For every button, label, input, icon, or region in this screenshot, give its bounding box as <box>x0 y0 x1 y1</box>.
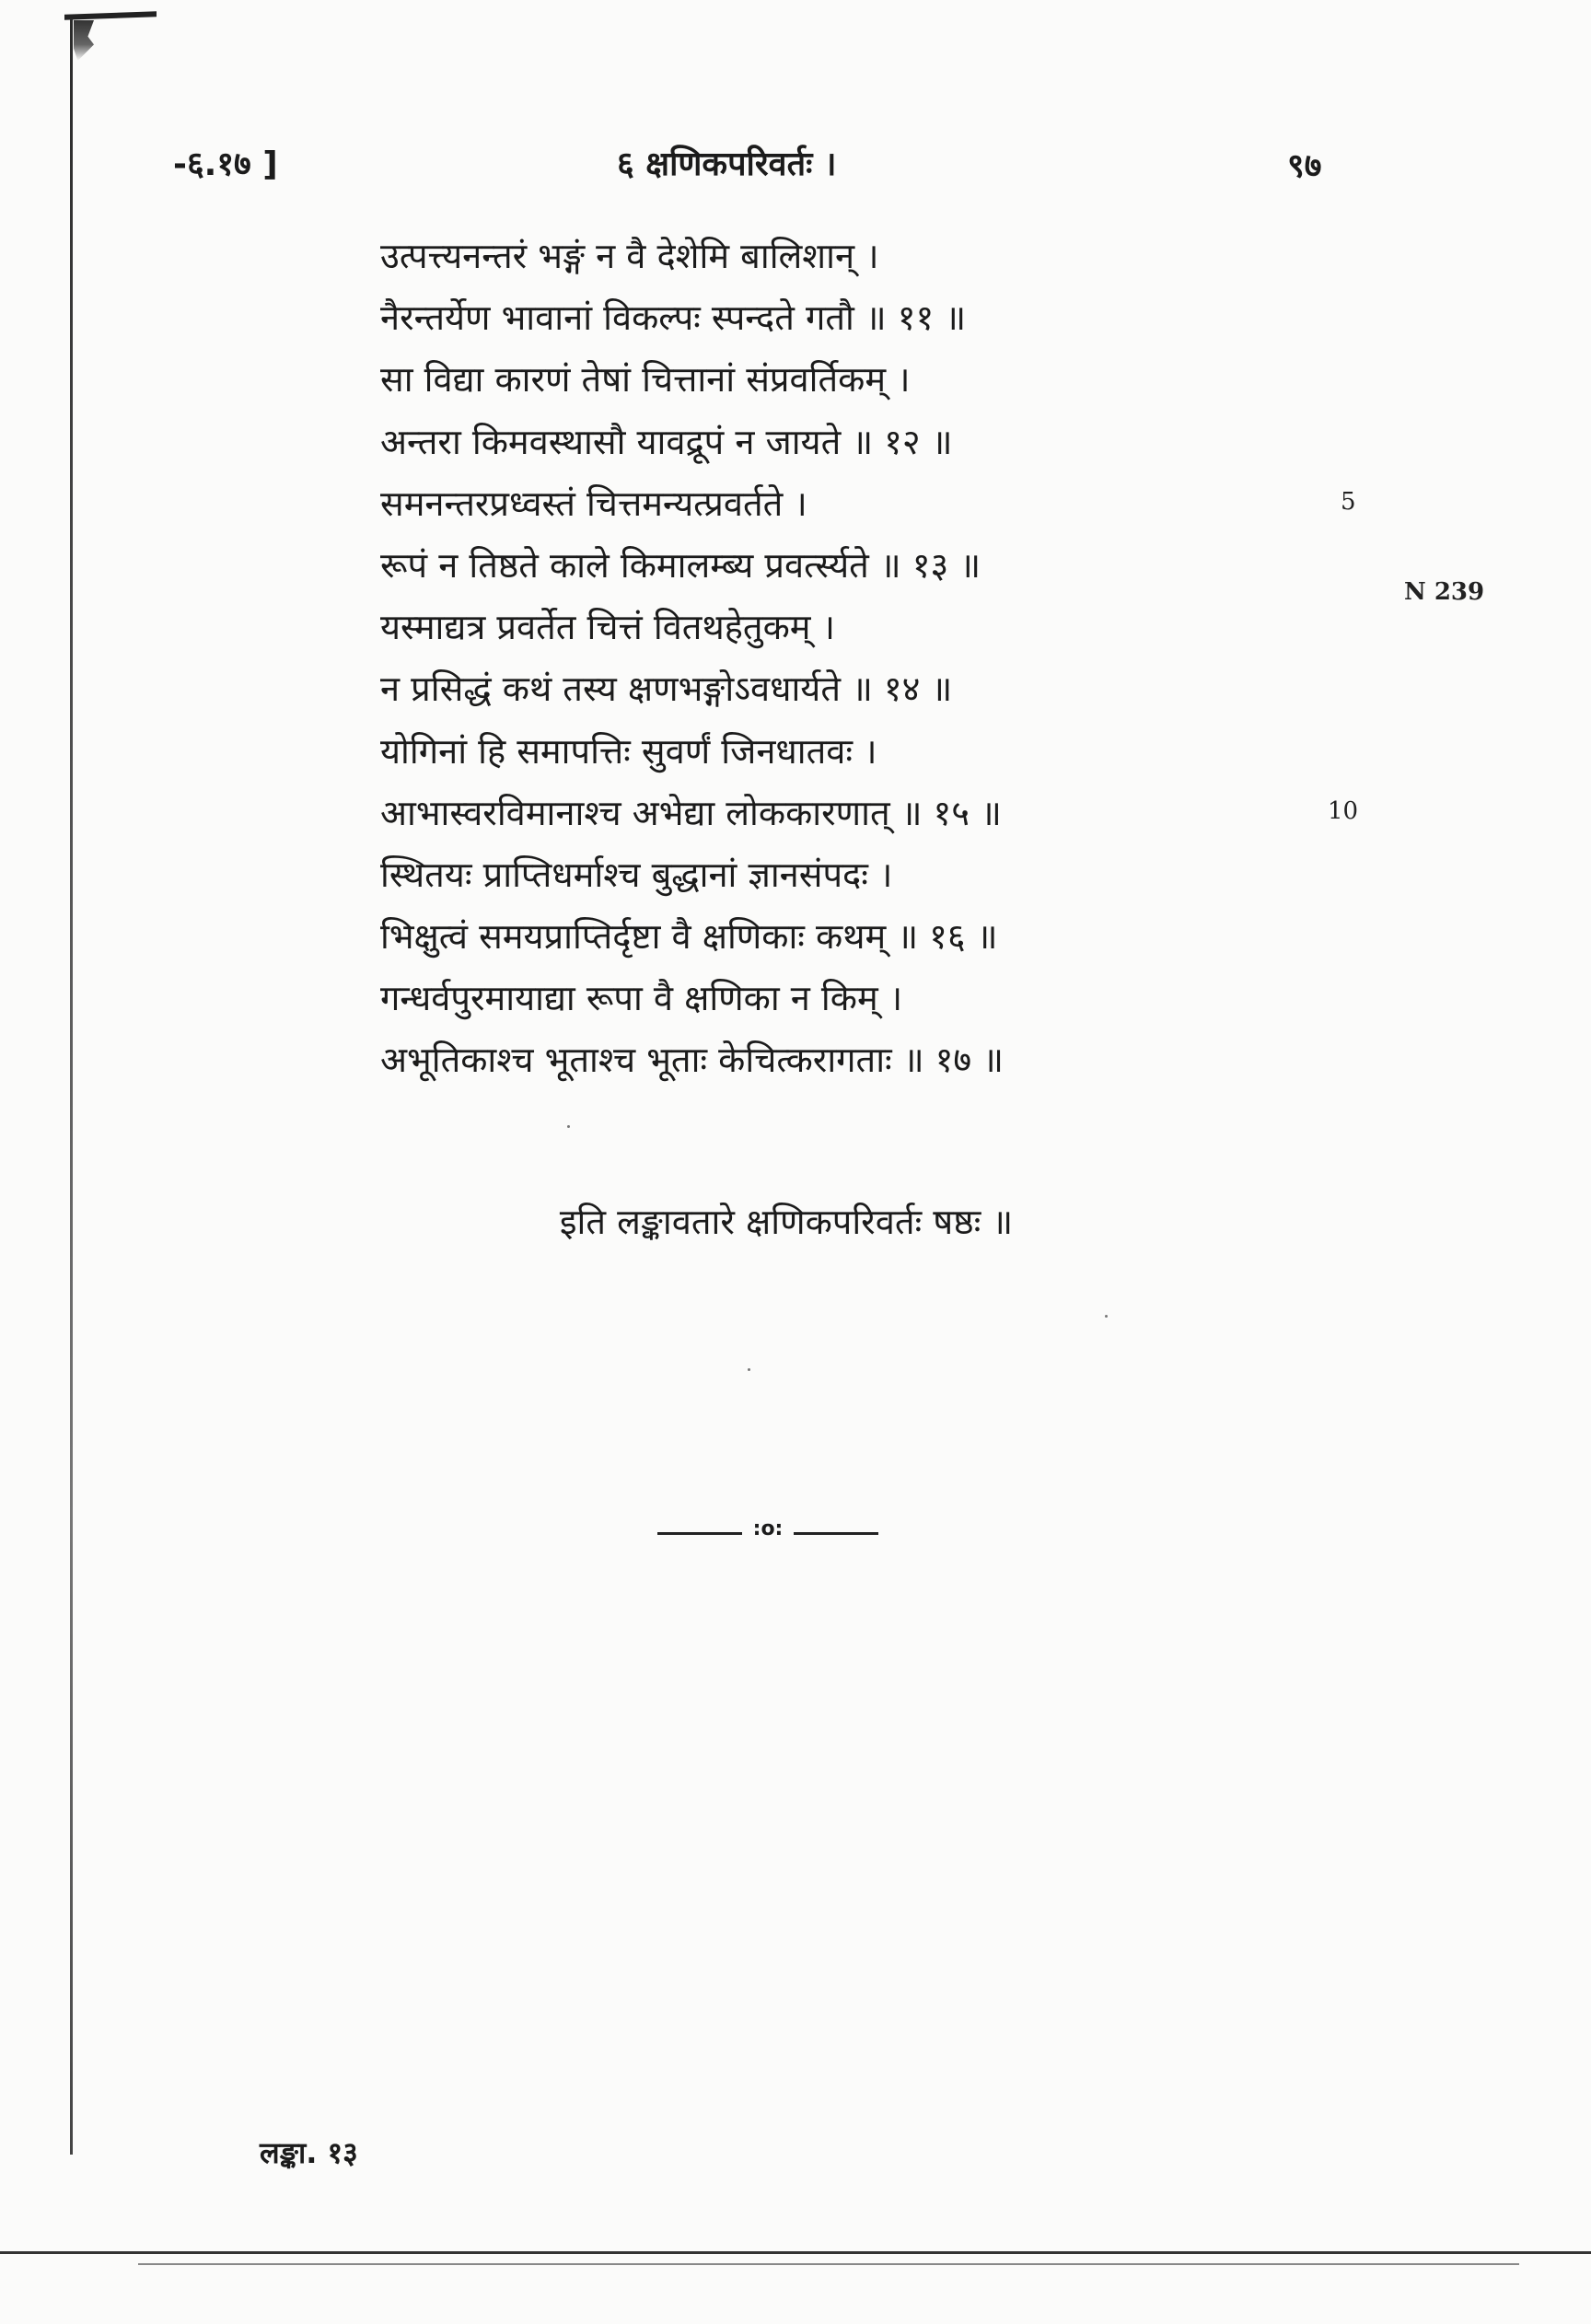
running-header <box>0 140 1591 195</box>
margin-line-number-5: 5 <box>1341 488 1356 516</box>
verse-line: सा विद्या कारणं तेषां चित्तानां संप्रवर्तिकम् । <box>380 359 911 401</box>
margin-reference: N 239 <box>1404 578 1485 606</box>
verse-line: योगिनां हि समापत्तिः सुवर्णं जिनधातवः । <box>380 730 877 772</box>
verse-line: उत्पत्त्यनन्तरं भङ्गं न वै देशेमि बालिशान् । <box>380 236 879 276</box>
speck <box>748 1368 750 1371</box>
verse-line: अन्तरा किमवस्थासौ यावद्रूपं न जायते ॥ १२ ॥ <box>380 421 953 462</box>
page-left-edge <box>70 18 73 2155</box>
verse-line: भिक्षुत्वं समयप्राप्तिर्दृष्टा वै क्षणिकाः कथम् ॥ १६ ॥ <box>380 916 998 958</box>
speck <box>567 1125 570 1128</box>
divider-ornament: :o: <box>752 1517 784 1540</box>
margin-line-number-10: 10 <box>1328 797 1359 825</box>
colophon-text: इति लङ्कावतारे क्षणिकपरिवर्तः षष्ठः ॥ <box>559 1202 1014 1242</box>
bottom-edge-rule <box>0 2251 1591 2254</box>
scan-corner-edge <box>64 11 157 19</box>
header-chapter-title: ६ क्षणिकपरिवर्तः । <box>617 145 837 183</box>
chapter-colophon <box>0 1197 1591 1245</box>
verse-block <box>380 228 1209 1095</box>
verse-line: गन्धर्वपुरमायाद्या रूपा वै क्षणिका न किम् । <box>380 978 903 1019</box>
verse-line: नैरन्तर्येण भावानां विकल्पः स्पन्दते गतौ ॥ ११ ॥ <box>380 297 967 339</box>
verse-line: समनन्तरप्रध्वस्तं चित्तमन्यत्प्रवर्तते । <box>380 482 807 524</box>
footer-signature-mark: लङ्का. १३ <box>260 2135 358 2170</box>
page-number: ९७ <box>1287 147 1322 185</box>
verse-line: यस्माद्यत्र प्रवर्तेत चित्तं वितथहेतुकम् । <box>380 607 835 648</box>
verse-line: अभूतिकाश्च भूताश्च भूताः केचित्करागताः ॥ १७ ॥ <box>380 1040 1005 1081</box>
scan-corner-mark <box>74 20 94 61</box>
speck <box>1105 1315 1108 1318</box>
verse-line: आभास्वरविमानाश्च अभेद्या लोककारणात् ॥ १५ ॥ <box>380 792 1002 833</box>
verse-line: स्थितयः प्राप्तिधर्माश्च बुद्धानां ज्ञानसंपदः । <box>380 854 893 895</box>
verse-line: न प्रसिद्धं कथं तस्य क्षणभङ्गोऽवधार्यते ॥ १४ ॥ <box>380 668 953 710</box>
divider-line-left <box>657 1532 742 1535</box>
verse-line: रूपं न तिष्ठते काले किमालम्ब्य प्रवर्त्स्यते ॥ १३ ॥ <box>380 544 981 586</box>
bottom-edge-shadow <box>138 2263 1519 2265</box>
header-section-ref: -६.१७ ] <box>173 145 278 183</box>
section-divider <box>657 1517 878 1549</box>
divider-line-right <box>794 1532 878 1535</box>
